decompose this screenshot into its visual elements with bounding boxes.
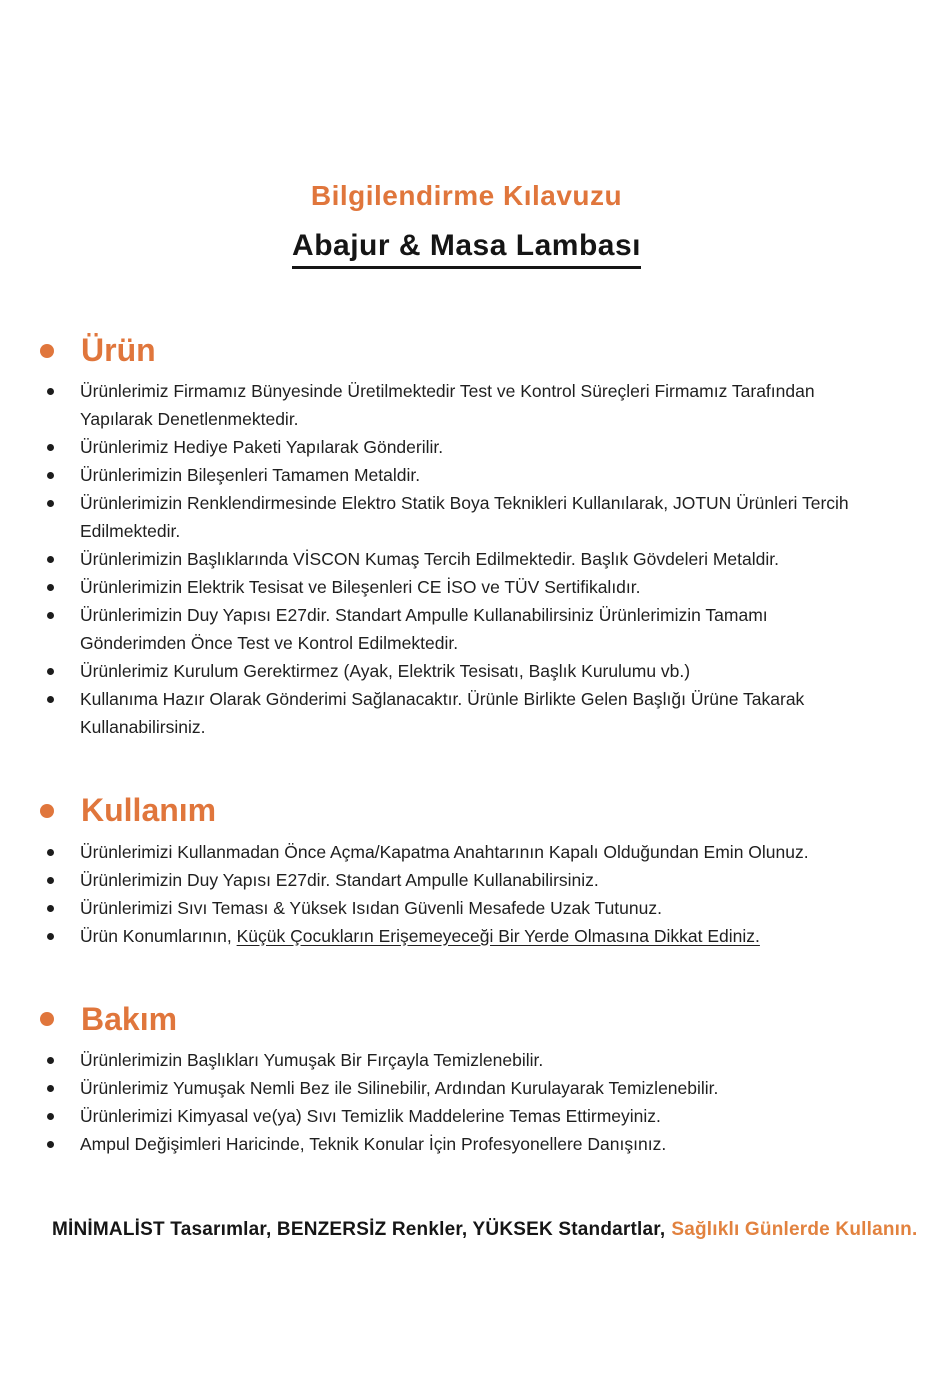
list-item	[0, 461, 933, 489]
document-title: Bilgilendirme Kılavuzu	[310, 180, 623, 211]
bullet-icon	[47, 556, 54, 563]
bullet-list	[0, 838, 933, 950]
list-item-text: Ürünlerimizin Renklendirmesinde Elektro Statik Boya Teknikleri Kullanılarak, JOTUN Ürünleri Tercih Edilmektedir.	[80, 493, 849, 542]
list-item	[0, 894, 933, 922]
list-item	[0, 545, 933, 573]
list-item-text: Kullanıma Hazır Olarak Gönderimi Sağlanacaktır. Ürünle Birlikte Gelen Başlığı Ürüne Takarak Kullanabilirsiniz.	[80, 689, 805, 738]
list-item	[0, 685, 933, 741]
list-item-text: Ürünlerimizin Bileşenleri Tamamen Metaldir.	[80, 465, 421, 486]
list-item-text: Ürünlerimizi Kimyasal ve(ya) Sıvı Temizlik Maddelerine Temas Ettirmeyiniz.	[80, 1105, 661, 1126]
list-item-text: Ürünlerimiz Hediye Paketi Yapılarak Gönderilir.	[80, 437, 444, 458]
bullet-list	[0, 1046, 933, 1158]
list-item-text: Ürünlerimizi Kullanmadan Önce Açma/Kapatma Anahtarının Kapalı Olduğundan Emin Olunuz.	[80, 841, 809, 862]
bullet-icon	[47, 1085, 54, 1092]
footer-orange-text: Sağlıklı Günlerde Kullanın.	[671, 1218, 918, 1240]
list-item	[0, 1074, 933, 1102]
bullet-icon	[47, 472, 54, 479]
section-bullet-icon	[40, 804, 54, 818]
document-subtitle-wrap	[0, 229, 933, 269]
list-item-text: Ürünlerimiz Kurulum Gerektirmez (Ayak, Elektrik Tesisatı, Başlık Kurulumu vb.)	[80, 661, 691, 682]
underlined-text-part: Küçük Çocukların Erişemeyeceği Bir Yerde Olmasına Dikkat Ediniz.	[236, 925, 760, 946]
bullet-icon	[47, 584, 54, 591]
bullet-icon	[47, 905, 54, 912]
list-item	[0, 838, 933, 866]
list-item	[0, 433, 933, 461]
section-heading	[0, 793, 933, 828]
section-bullet-icon	[40, 344, 54, 358]
section-heading	[0, 333, 933, 368]
list-item-text	[80, 922, 876, 950]
list-item	[0, 866, 933, 894]
bullet-icon	[47, 877, 54, 884]
list-item	[0, 657, 933, 685]
section-heading-label: Bakım	[81, 1000, 178, 1037]
bullet-icon	[47, 500, 54, 507]
bullet-icon	[47, 849, 54, 856]
bullet-icon	[47, 668, 54, 675]
list-item	[0, 1102, 933, 1130]
list-item-text: Ürünlerimizin Duy Yapısı E27dir. Standart Ampulle Kullanabilirsiniz.	[80, 869, 599, 890]
section-1	[0, 793, 933, 949]
section-heading-label: Kullanım	[81, 792, 217, 829]
list-item	[0, 1046, 933, 1074]
list-item	[0, 601, 933, 657]
list-item-text: Ürünlerimizin Elektrik Tesisat ve Bileşenleri CE İSO ve TÜV Sertifikalıdır.	[80, 577, 641, 598]
section-heading-label: Ürün	[81, 332, 156, 369]
section-0	[0, 333, 933, 741]
bullet-icon	[47, 1141, 54, 1148]
bullet-icon	[47, 388, 54, 395]
list-item-text: Ürünlerimizin Duy Yapısı E27dir. Standart Ampulle Kullanabilirsiniz Ürünlerimizin Tamamı Gönderimden Önce Test ve Kontrol Edilmektedir.	[80, 605, 768, 654]
section-bullet-icon	[40, 1012, 54, 1026]
section-2	[0, 1002, 933, 1158]
list-item	[0, 922, 933, 950]
list-item	[0, 377, 933, 433]
list-item-text: Ürünlerimizin Başlıklarında VİSCON Kumaş Tercih Edilmektedir. Başlık Gövdeleri Metaldir.	[80, 549, 779, 570]
list-item	[0, 573, 933, 601]
bullet-icon	[47, 1113, 54, 1120]
bullet-list	[0, 377, 933, 741]
list-item-text: Ürünlerimiz Yumuşak Nemli Bez ile Silinebilir, Ardından Kurulayarak Temizlenebilir.	[80, 1077, 719, 1098]
sections-container	[0, 333, 933, 1158]
list-item-text: Ampul Değişimleri Haricinde, Teknik Konular İçin Profesyonellere Danışınız.	[80, 1133, 667, 1154]
footer-black-text: MİNİMALİST Tasarımlar, BENZERSİZ Renkler, YÜKSEK Standartlar,	[52, 1218, 666, 1240]
list-item-text: Ürünlerimizi Sıvı Teması & Yüksek Isıdan Güvenli Mesafede Uzak Tutunuz.	[80, 897, 662, 918]
document-subtitle: Abajur & Masa Lambası	[292, 229, 641, 269]
bullet-icon	[47, 444, 54, 451]
document-footer	[0, 1218, 933, 1242]
list-item-text: Ürünlerimizin Başlıkları Yumuşak Bir Fırçayla Temizlenebilir.	[80, 1049, 544, 1070]
list-item	[0, 489, 933, 545]
section-heading	[0, 1002, 933, 1037]
list-item	[0, 1130, 933, 1158]
bullet-icon	[47, 933, 54, 940]
bullet-icon	[47, 1057, 54, 1064]
bullet-icon	[47, 696, 54, 703]
list-item-text: Ürünlerimiz Firmamız Bünyesinde Üretilmektedir Test ve Kontrol Süreçleri Firmamız Tarafından Yapılarak Denetlenmektedir.	[80, 381, 815, 430]
bullet-icon	[47, 612, 54, 619]
text-part: Ürün Konumlarının,	[80, 925, 237, 946]
